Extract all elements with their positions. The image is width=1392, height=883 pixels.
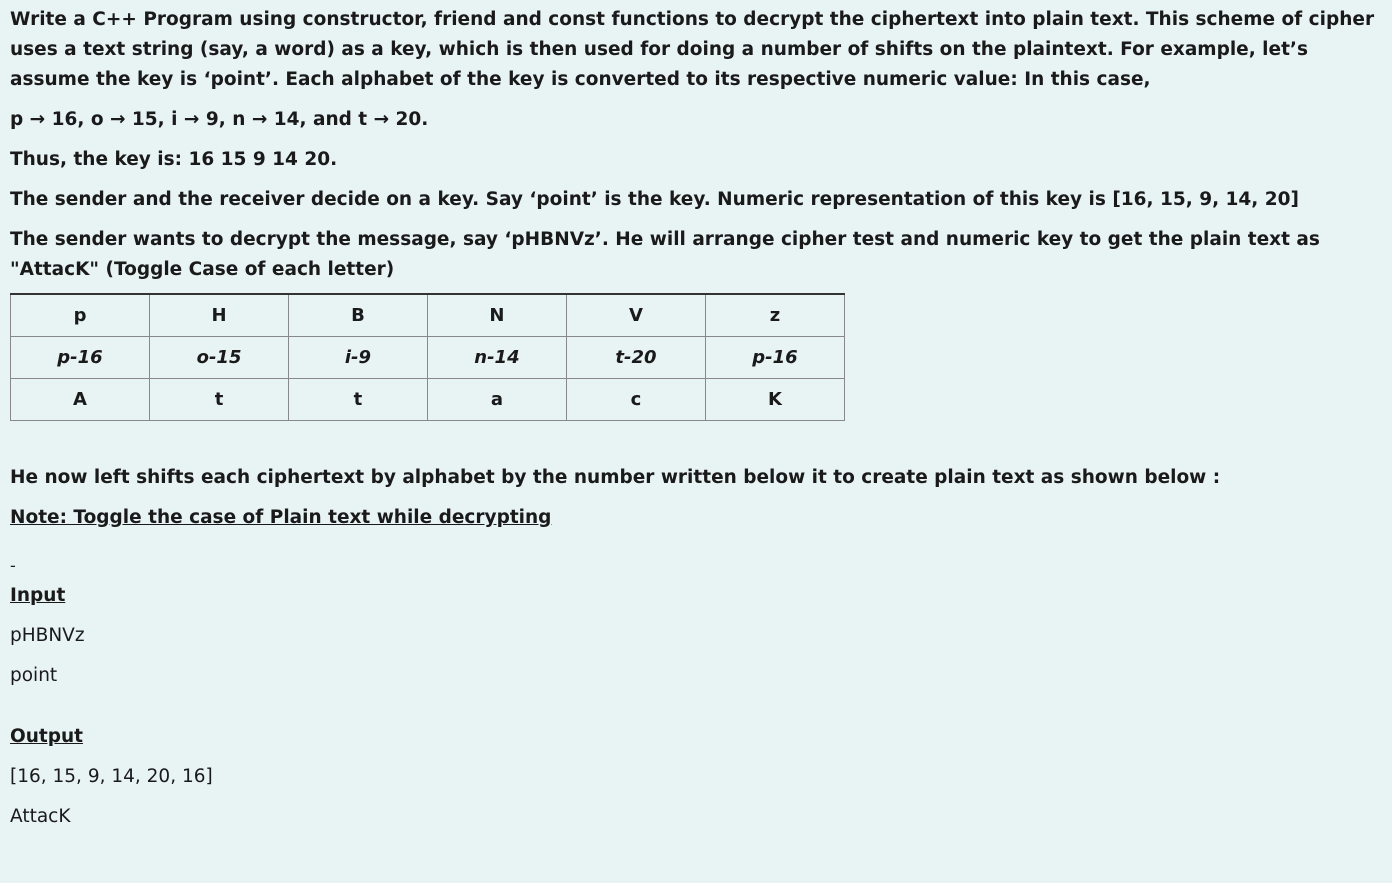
table-cell: z xyxy=(705,294,844,337)
shift-explanation: He now left shifts each ciphertext by alphabet by the number written below it to create plain text as shown below : xyxy=(10,467,1221,488)
output-line: [16, 15, 9, 14, 20, 16] xyxy=(10,766,213,787)
sender-key-paragraph: The sender and the receiver decide on a key. Say ‘point’ is the key. Numeric representation of this key is [16, 15, 9, 14, 20] xyxy=(10,189,1299,210)
table-cell: K xyxy=(705,379,844,421)
table-cell: p xyxy=(11,294,150,337)
table-cell: i-9 xyxy=(289,337,428,379)
table-cell: p-16 xyxy=(11,337,150,379)
table-cell: p-16 xyxy=(705,337,844,379)
cipher-table xyxy=(10,293,845,421)
cipher-row xyxy=(11,294,845,337)
sender-message-paragraph: The sender wants to decrypt the message, say ‘pHBNVz’. He will arrange cipher test and numeric key to get the plain text as "AttacK" (Toggle Case of each letter) xyxy=(10,229,1320,280)
table-cell: a xyxy=(427,379,566,421)
dash-separator: - xyxy=(10,556,16,575)
table-cell: V xyxy=(566,294,705,337)
table-cell: N xyxy=(427,294,566,337)
output-line: AttacK xyxy=(10,806,71,827)
key-line: Thus, the key is: 16 15 9 14 20. xyxy=(10,149,338,170)
key-row xyxy=(11,337,845,379)
output-title: Output xyxy=(10,726,83,747)
table-cell: t xyxy=(150,379,289,421)
mapping-line: p → 16, o → 15, i → 9, n → 14, and t → 20. xyxy=(10,109,429,130)
input-line: point xyxy=(10,665,58,686)
table-cell: n-14 xyxy=(427,337,566,379)
problem-statement xyxy=(10,5,1380,832)
plain-row xyxy=(11,379,845,421)
input-title: Input xyxy=(10,585,66,606)
table-cell: A xyxy=(11,379,150,421)
table-cell: o-15 xyxy=(150,337,289,379)
intro-paragraph: Write a C++ Program using constructor, friend and const functions to decrypt the ciphertext into plain text. This scheme of cipher uses a text string (say, a word) as a key, which is then used for doing a number of shifts on the plaintext. For example, let’s assume the key is ‘point’. Each alphabet of the key is converted to its respective numeric value: In this case, xyxy=(10,9,1375,90)
note-line: Note: Toggle the case of Plain text while decrypting xyxy=(10,507,552,528)
table-cell: t xyxy=(289,379,428,421)
table-cell: c xyxy=(566,379,705,421)
input-line: pHBNVz xyxy=(10,625,85,646)
table-cell: t-20 xyxy=(566,337,705,379)
table-cell: B xyxy=(289,294,428,337)
table-cell: H xyxy=(150,294,289,337)
